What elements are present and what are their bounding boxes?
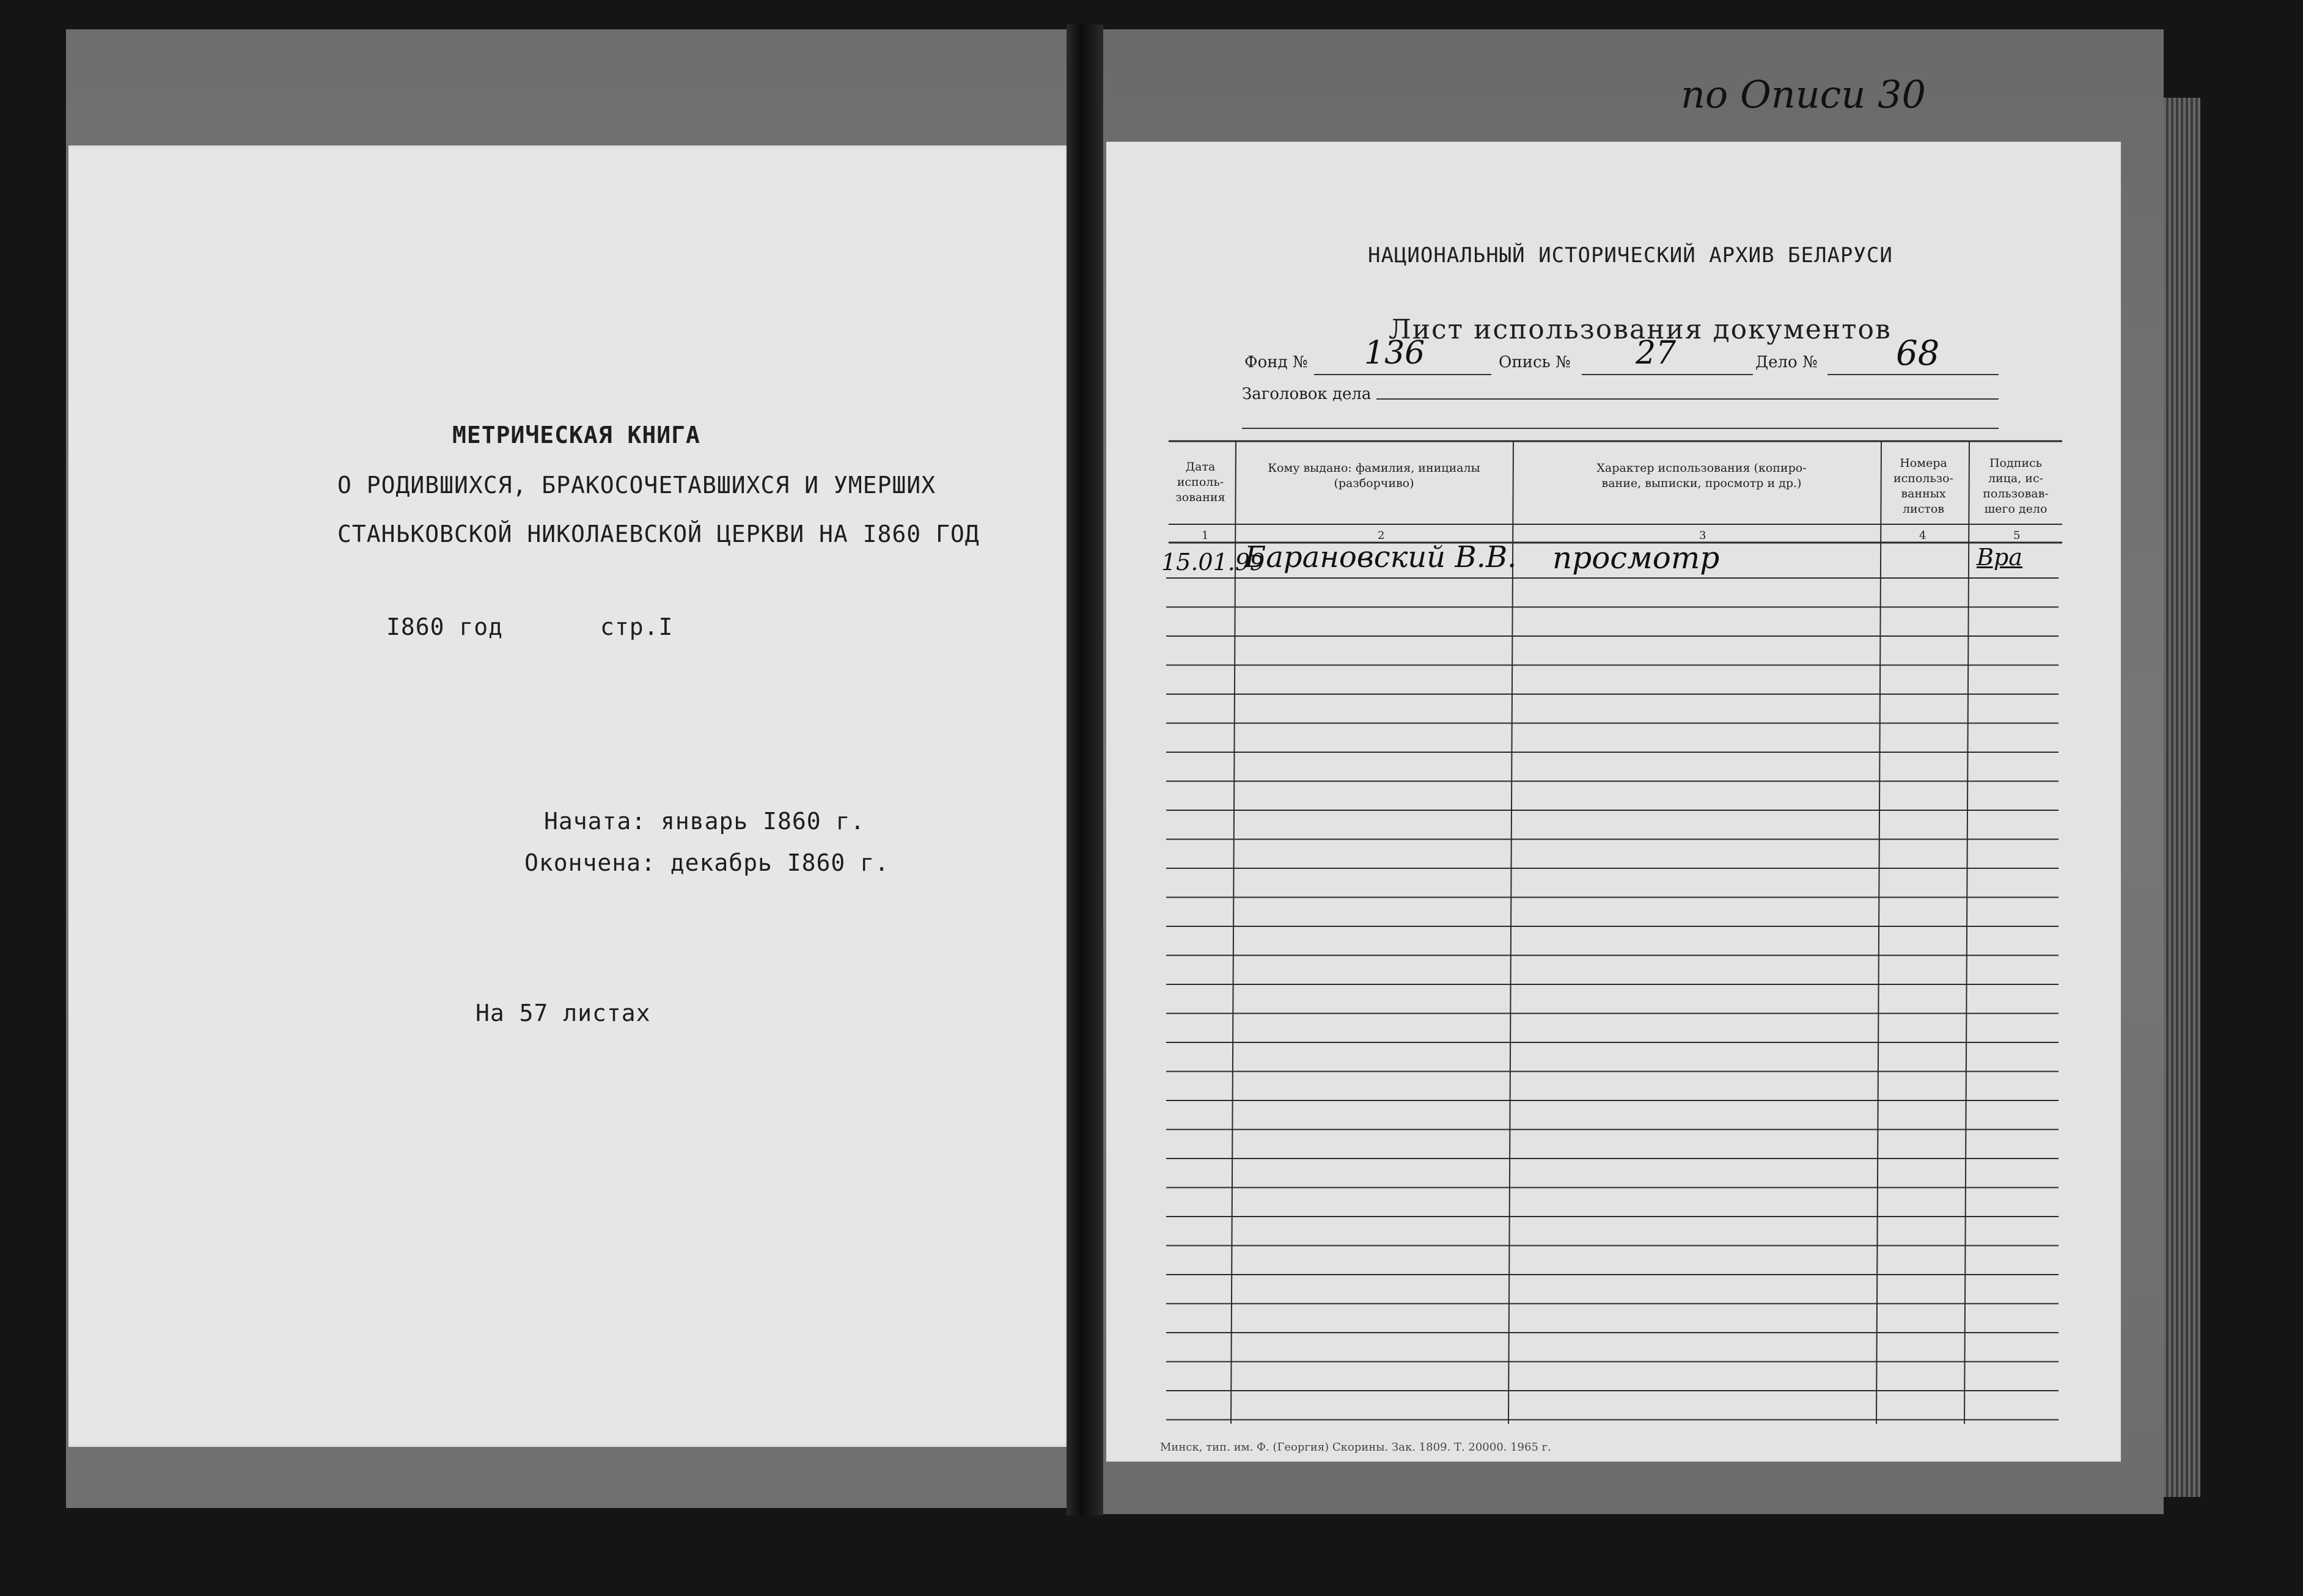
column-divider-1 xyxy=(1231,441,1236,1424)
delo-label: Дело № xyxy=(1755,353,1818,372)
column-number-4: 4 xyxy=(1919,529,1927,542)
column-number-3: 3 xyxy=(1699,529,1706,542)
corner-handwritten-note: по Описи 30 xyxy=(1681,72,1926,117)
printer-imprint: Минск, тип. им. Ф. (Георгия) Скорины. Зак. 1809. Т. 20000. 1965 г. xyxy=(1160,1441,1551,1454)
delo-value: 68 xyxy=(1896,334,1940,373)
archive-name: НАЦИОНАЛЬНЫЙ ИСТОРИЧЕСКИЙ АРХИВ БЕЛАРУСИ xyxy=(1368,243,1893,268)
column-header-recipient: Кому выдано: фамилия, инициалы (разборчиво) xyxy=(1268,461,1480,490)
column-number-1: 1 xyxy=(1202,529,1209,542)
column-divider-3 xyxy=(1876,441,1881,1424)
column-number-2: 2 xyxy=(1378,529,1385,542)
column-divider-2 xyxy=(1508,441,1513,1424)
column-header-sheets: Номера использо- ванных листов xyxy=(1893,456,1954,516)
entry-usage: просмотр xyxy=(1552,540,1720,576)
entry-recipient: Барановский В.В. xyxy=(1244,540,1517,574)
book-subtitle-line1: О РОДИВШИХСЯ, БРАКОСОЧЕТАВШИХСЯ И УМЕРШИХ xyxy=(337,472,936,499)
entry-signature: Вра xyxy=(1977,544,2022,571)
column-divider-4 xyxy=(1964,441,1969,1424)
opis-value: 27 xyxy=(1636,335,1677,372)
column-header-usage: Характер использования (копиро- вание, выписки, просмотр и др.) xyxy=(1596,461,1807,490)
book-sheet-count: На 57 листах xyxy=(476,1000,651,1027)
entry-date: 15.01.99 xyxy=(1161,549,1265,576)
column-header-date: Дата исполь- зования xyxy=(1175,460,1225,504)
book-subtitle-line2: СТАНЬКОВСКОЙ НИКОЛАЕВСКОЙ ЦЕРКВИ НА I860 ГОД xyxy=(337,521,980,547)
opis-label: Опись № xyxy=(1499,353,1571,372)
book-started: Начата: январь I860 г. xyxy=(544,808,865,835)
column-number-5: 5 xyxy=(2013,529,2021,542)
book-ended: Окончена: декабрь I860 г. xyxy=(524,849,889,876)
heading-label: Заголовок дела xyxy=(1242,385,1372,403)
fond-value: 136 xyxy=(1364,335,1425,372)
book-title: МЕТРИЧЕСКАЯ КНИГА xyxy=(452,422,700,448)
book-page-number: стр.I xyxy=(600,613,674,640)
book-year: I860 год xyxy=(386,613,504,640)
column-header-signature: Подпись лица, ис- пользовав- шего дело xyxy=(1983,456,2049,516)
sheet-title: Лист использования документов xyxy=(1389,314,1892,345)
fond-label: Фонд № xyxy=(1244,353,1308,372)
